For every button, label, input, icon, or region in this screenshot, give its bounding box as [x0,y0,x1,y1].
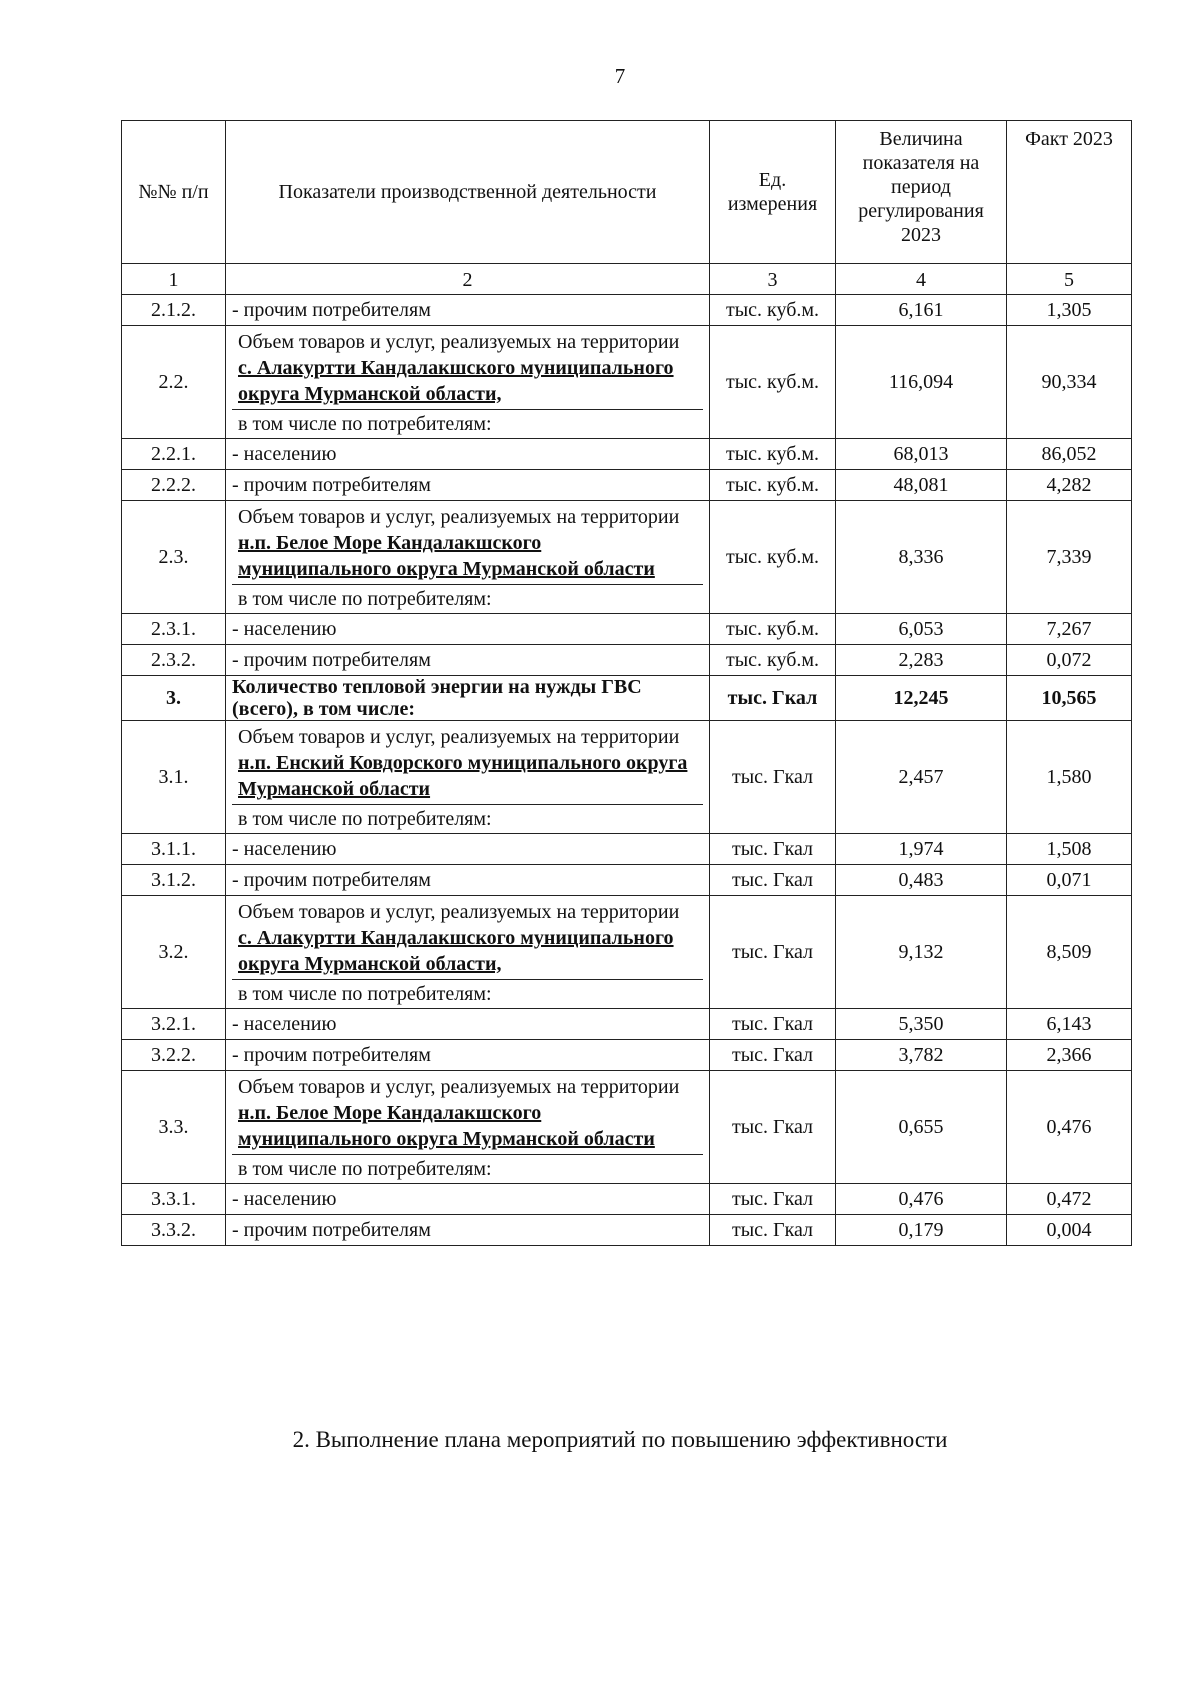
indicator-subtitle: в том числе по потребителям: [238,413,492,435]
indicator-prefix: Объем товаров и услуг, реализуемых на территории [238,1076,680,1098]
row-unit: тыс. куб.м. [710,614,836,645]
row-indicator: - населению [226,1009,710,1040]
table-row [122,834,1132,865]
table-row [122,1215,1132,1246]
row-fact-value: 1,508 [1007,834,1132,865]
territory-name: с. Алакуртти Кандалакшского муниципального округа Мурманской области, [238,927,674,975]
table-row-total [122,676,1132,721]
row-number: 3.2.2. [122,1040,226,1071]
row-number: 2.2.1. [122,439,226,470]
row-fact-value: 86,052 [1007,439,1132,470]
row-unit: тыс. Гкал [710,1009,836,1040]
indicator-title [232,721,703,805]
row-fact-value: 10,565 [1007,676,1132,721]
row-plan-value: 48,081 [836,470,1007,501]
table-row [122,501,1132,614]
row-number: 3.3.2. [122,1215,226,1246]
row-unit: тыс. Гкал [710,1040,836,1071]
row-plan-value: 2,457 [836,721,1007,834]
row-number: 2.3.1. [122,614,226,645]
page-number: 7 [614,64,626,88]
row-fact-value: 2,366 [1007,1040,1132,1071]
indicator-prefix: Объем товаров и услуг, реализуемых на территории [238,331,680,353]
table-row [122,1184,1132,1215]
row-indicator [226,326,710,439]
row-unit: тыс. Гкал [710,721,836,834]
row-fact-value: 0,476 [1007,1071,1132,1184]
table-row [122,614,1132,645]
table-row [122,295,1132,326]
row-number: 2.3.2. [122,645,226,676]
indicators-table [121,120,1132,1246]
row-number: 3.2.1. [122,1009,226,1040]
row-indicator: Количество тепловой энергии на нужды ГВС (всего), в том числе: [226,676,710,721]
table-row [122,1071,1132,1184]
row-fact-value: 6,143 [1007,1009,1132,1040]
row-fact-value: 7,267 [1007,614,1132,645]
indicator-subtitle: в том числе по потребителям: [238,983,492,1005]
row-plan-value: 2,283 [836,645,1007,676]
row-plan-value: 8,336 [836,501,1007,614]
row-unit: тыс. Гкал [710,1071,836,1184]
row-unit: тыс. Гкал [710,834,836,865]
column-number: 2 [226,264,710,295]
row-number: 3.3.1. [122,1184,226,1215]
header-fact: Факт 2023 [1007,121,1132,264]
indicator-title [232,896,703,980]
table-row [122,721,1132,834]
indicator-subtitle: в том числе по потребителям: [238,588,492,610]
row-indicator: - прочим потребителям [226,470,710,501]
row-unit: тыс. куб.м. [710,645,836,676]
row-plan-value: 6,053 [836,614,1007,645]
row-unit: тыс. куб.м. [710,439,836,470]
table-row [122,1009,1132,1040]
row-unit: тыс. Гкал [710,1184,836,1215]
indicator-title [232,326,703,410]
column-number: 1 [122,264,226,295]
row-indicator [226,501,710,614]
row-unit: тыс. куб.м. [710,501,836,614]
row-number: 3.3. [122,1071,226,1184]
section-heading: 2. Выполнение плана мероприятий по повышению эффективности [292,1427,948,1452]
row-indicator: - населению [226,614,710,645]
indicator-prefix: Объем товаров и услуг, реализуемых на территории [238,506,680,528]
row-fact-value: 7,339 [1007,501,1132,614]
row-unit: тыс. куб.м. [710,326,836,439]
row-unit: тыс. Гкал [710,896,836,1009]
territory-name: н.п. Белое Море Кандалакшского муниципального округа Мурманской области [238,1102,655,1150]
row-indicator [226,1071,710,1184]
header-number: №№ п/п [122,121,226,264]
header-unit: Ед. измерения [710,121,836,264]
row-number: 3.1. [122,721,226,834]
row-indicator [226,721,710,834]
column-number-row [122,264,1132,295]
row-indicator: - прочим потребителям [226,295,710,326]
row-unit: тыс. куб.м. [710,295,836,326]
row-plan-value: 0,655 [836,1071,1007,1184]
row-unit: тыс. куб.м. [710,470,836,501]
table-row [122,470,1132,501]
table-row [122,645,1132,676]
indicator-prefix: Объем товаров и услуг, реализуемых на территории [238,726,680,748]
row-unit: тыс. Гкал [710,676,836,721]
row-plan-value: 9,132 [836,896,1007,1009]
indicator-title [232,501,703,585]
table-row [122,865,1132,896]
table-row [122,896,1132,1009]
territory-name: н.п. Енский Ковдорского муниципального округа Мурманской области [238,752,688,800]
row-number: 3.1.1. [122,834,226,865]
row-indicator: - населению [226,439,710,470]
row-plan-value: 5,350 [836,1009,1007,1040]
row-fact-value: 0,071 [1007,865,1132,896]
row-fact-value: 4,282 [1007,470,1132,501]
table-header-row [122,121,1132,264]
row-fact-value: 1,580 [1007,721,1132,834]
row-number: 3.1.2. [122,865,226,896]
row-indicator: - прочим потребителям [226,865,710,896]
indicator-prefix: Объем товаров и услуг, реализуемых на территории [238,901,680,923]
row-number: 3.2. [122,896,226,1009]
territory-name: н.п. Белое Море Кандалакшского муниципального округа Мурманской области [238,532,655,580]
row-unit: тыс. Гкал [710,865,836,896]
territory-name: с. Алакуртти Кандалакшского муниципального округа Мурманской области, [238,357,674,405]
row-fact-value: 0,072 [1007,645,1132,676]
column-number: 3 [710,264,836,295]
row-plan-value: 0,483 [836,865,1007,896]
row-number: 2.2. [122,326,226,439]
column-number: 5 [1007,264,1132,295]
table-row [122,326,1132,439]
column-number: 4 [836,264,1007,295]
row-indicator: - населению [226,1184,710,1215]
row-number: 2.1.2. [122,295,226,326]
row-plan-value: 3,782 [836,1040,1007,1071]
table-row [122,439,1132,470]
row-indicator: - прочим потребителям [226,1040,710,1071]
indicator-subtitle: в том числе по потребителям: [238,808,492,830]
row-plan-value: 6,161 [836,295,1007,326]
row-indicator: - прочим потребителям [226,645,710,676]
header-indicator: Показатели производственной деятельности [226,121,710,264]
row-number: 2.2.2. [122,470,226,501]
row-plan-value: 116,094 [836,326,1007,439]
row-plan-value: 1,974 [836,834,1007,865]
header-plan: Величина показателя на период регулирования 2023 [836,121,1007,264]
row-unit: тыс. Гкал [710,1215,836,1246]
indicator-title [232,1071,703,1155]
row-plan-value: 12,245 [836,676,1007,721]
row-indicator [226,896,710,1009]
row-fact-value: 1,305 [1007,295,1132,326]
row-fact-value: 90,334 [1007,326,1132,439]
indicator-subtitle: в том числе по потребителям: [238,1158,492,1180]
row-plan-value: 68,013 [836,439,1007,470]
row-plan-value: 0,476 [836,1184,1007,1215]
row-number: 2.3. [122,501,226,614]
row-fact-value: 0,472 [1007,1184,1132,1215]
row-number: 3. [122,676,226,721]
row-fact-value: 0,004 [1007,1215,1132,1246]
row-indicator: - прочим потребителям [226,1215,710,1246]
row-indicator: - населению [226,834,710,865]
row-plan-value: 0,179 [836,1215,1007,1246]
table-row [122,1040,1132,1071]
row-fact-value: 8,509 [1007,896,1132,1009]
